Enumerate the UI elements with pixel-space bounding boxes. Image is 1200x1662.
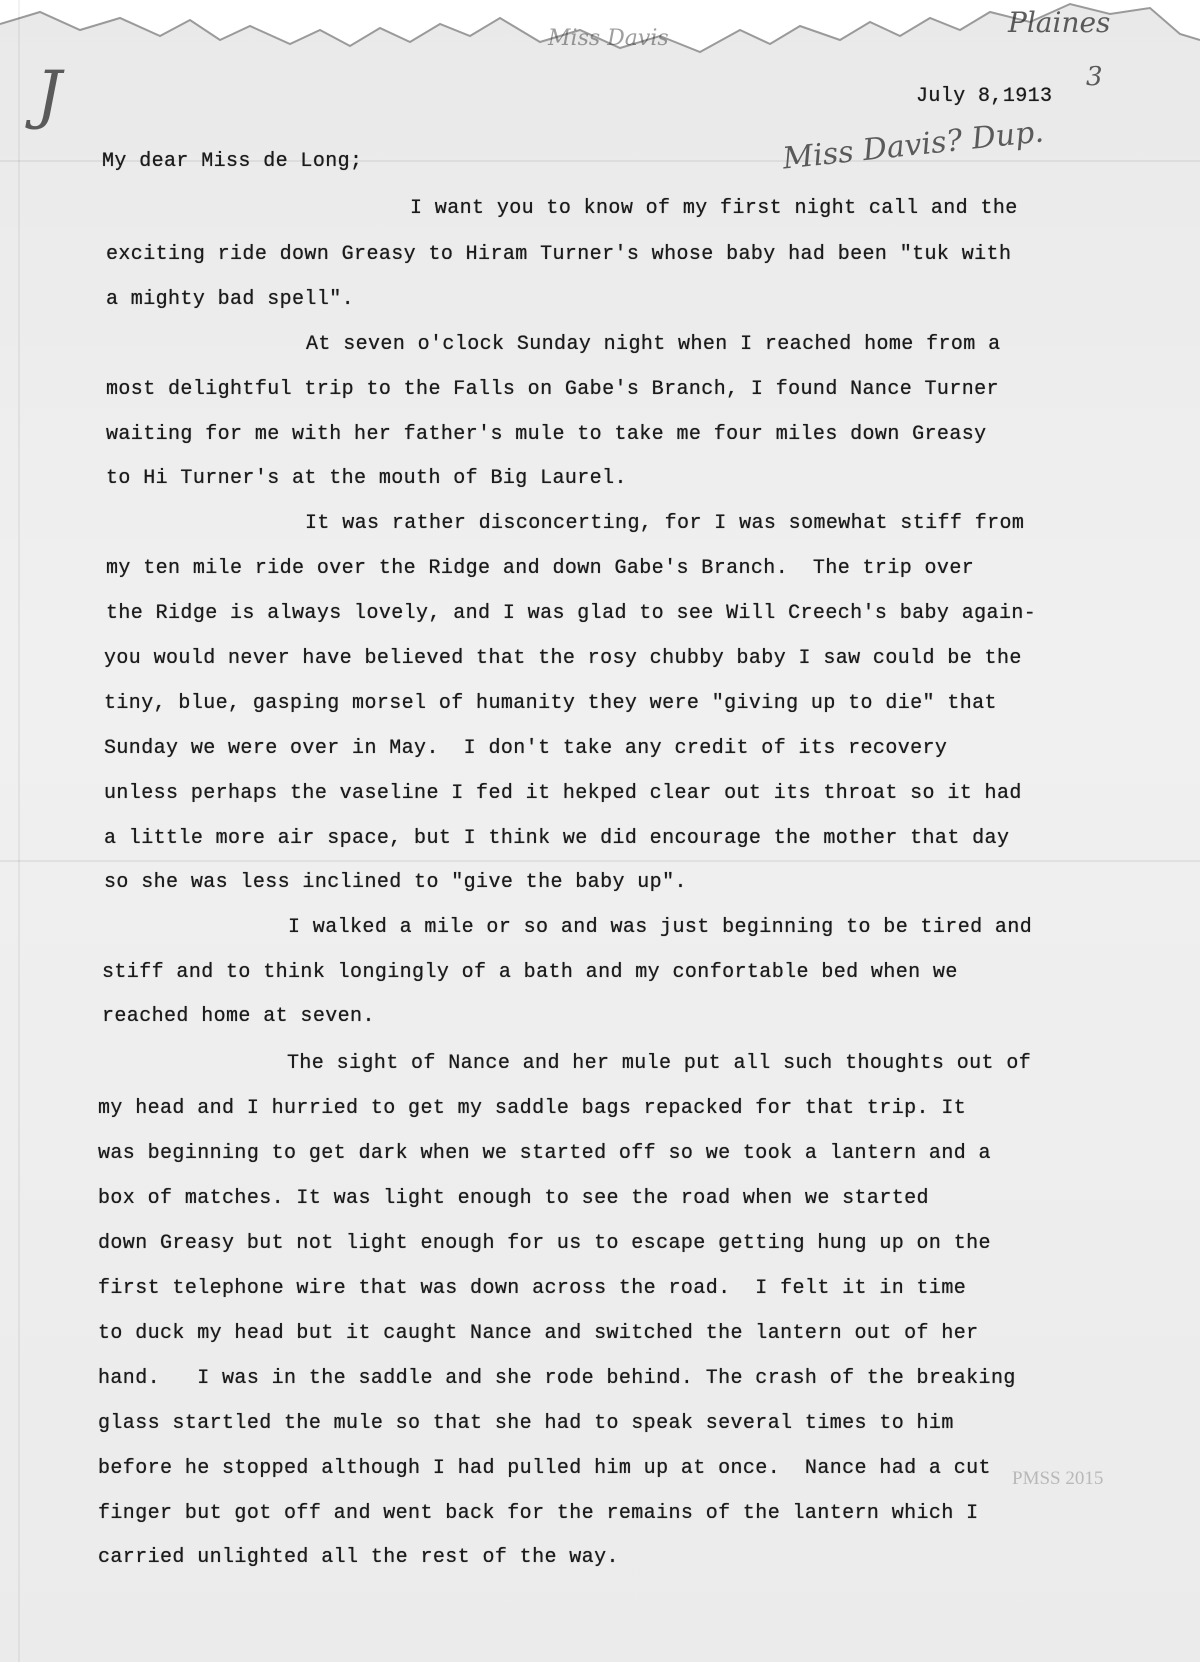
salutation: My dear Miss de Long;: [102, 150, 363, 173]
handwritten-note-top-right: Plaines: [1008, 6, 1111, 39]
body-line: tiny, blue, gasping morsel of humanity they were "giving up to die" that: [104, 692, 997, 715]
body-line: to Hi Turner's at the mouth of Big Laurel.: [106, 467, 627, 490]
body-line: my head and I hurried to get my saddle bags repacked for that trip. It: [98, 1097, 967, 1120]
paper-crease: [0, 860, 1200, 862]
body-line: first telephone wire that was down across the road. I felt it in time: [98, 1277, 967, 1300]
body-line: to duck my head but it caught Nance and switched the lantern out of her: [98, 1322, 979, 1345]
body-line: Sunday we were over in May. I don't take any credit of its recovery: [104, 737, 948, 760]
handwritten-note-top: Miss Davis: [548, 26, 669, 51]
body-line: carried unlighted all the rest of the way.: [98, 1546, 619, 1569]
body-line: the Ridge is always lovely, and I was glad to see Will Creech's baby again-: [106, 602, 1037, 625]
handwritten-initial: J: [36, 58, 62, 132]
body-line: At seven o'clock Sunday night when I reached home from a: [306, 333, 1001, 356]
body-line: before he stopped although I had pulled him up at once. Nance had a cut: [98, 1457, 991, 1480]
paper-fold: [18, 0, 20, 1662]
body-line: glass startled the mule so that she had to speak several times to him: [98, 1412, 954, 1435]
body-line: I want you to know of my first night call and the: [410, 197, 1018, 220]
body-line: box of matches. It was light enough to see the road when we started: [98, 1187, 929, 1210]
body-line: exciting ride down Greasy to Hiram Turner's whose baby had been "tuk with: [106, 243, 1012, 266]
handwritten-page-number: 3: [1086, 62, 1103, 92]
body-line: stiff and to think longingly of a bath and my confortable bed when we: [102, 961, 958, 984]
body-line: unless perhaps the vaseline I fed it hekped clear out its throat so it had: [104, 782, 1022, 805]
body-line: The sight of Nance and her mule put all such thoughts out of: [287, 1052, 1032, 1075]
body-line: hand. I was in the saddle and she rode behind. The crash of the breaking: [98, 1367, 1016, 1390]
body-line: I walked a mile or so and was just beginning to be tired and: [288, 916, 1033, 939]
body-line: my ten mile ride over the Ridge and down Gabe's Branch. The trip over: [106, 557, 975, 580]
body-line: waiting for me with her father's mule to take me four miles down Greasy: [106, 423, 987, 446]
body-line: was beginning to get dark when we started off so we took a lantern and a: [98, 1142, 991, 1165]
body-line: so she was less inclined to "give the baby up".: [104, 871, 687, 894]
body-line: you would never have believed that the rosy chubby baby I saw could be the: [104, 647, 1022, 670]
body-line: It was rather disconcerting, for I was somewhat stiff from: [305, 512, 1025, 535]
letter-date: July 8,1913: [916, 85, 1053, 108]
body-line: a mighty bad spell".: [106, 288, 355, 311]
body-line: finger but got off and went back for the remains of the lantern which I: [98, 1502, 979, 1525]
handwritten-note-date: Miss Davis? Dup.: [780, 114, 1046, 177]
archive-watermark: PMSS 2015: [1012, 1468, 1104, 1489]
body-line: reached home at seven.: [102, 1005, 375, 1028]
body-line: most delightful trip to the Falls on Gabe's Branch, I found Nance Turner: [106, 378, 999, 401]
body-line: down Greasy but not light enough for us to escape getting hung up on the: [98, 1232, 991, 1255]
body-line: a little more air space, but I think we did encourage the mother that day: [104, 827, 1010, 850]
